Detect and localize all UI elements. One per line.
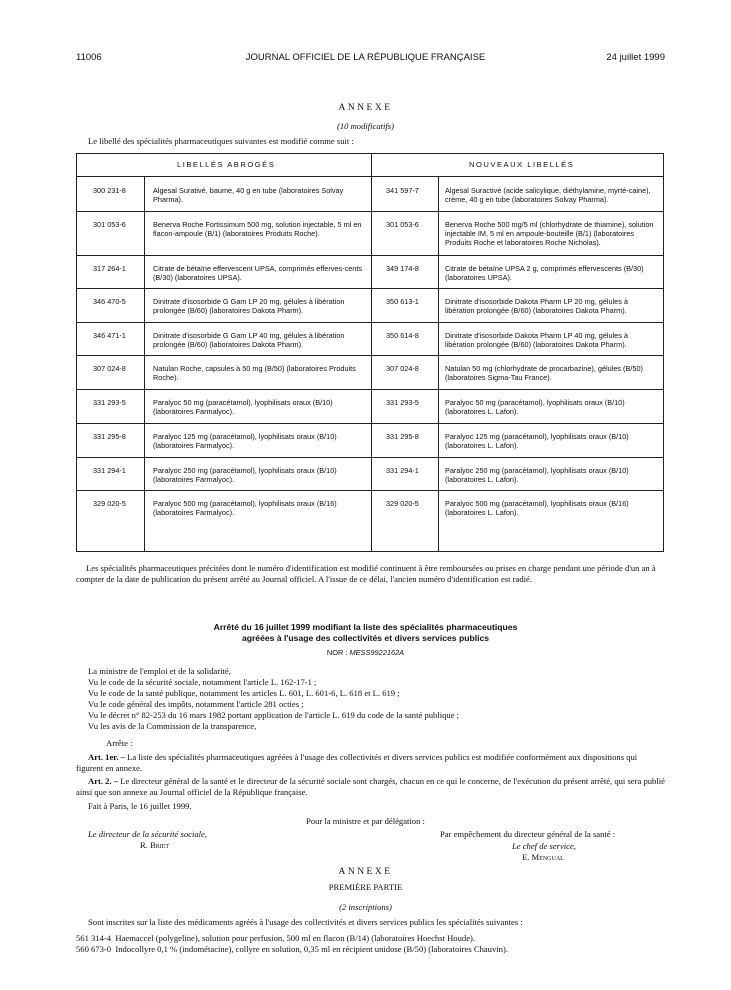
new-cip-code: 350 613-1 (386, 297, 419, 306)
annexe-subtitle: (10 modificatifs) (336, 121, 395, 131)
after-table-paragraph: Les spécialités pharmaceutiques précitées dont le numéro d'identification est modifié continuent à être remboursées ou prises en charge pendant une période d'un an à compter de la date de publication du présent arrêté au Journal officiel. A l'issue de ce délai, l'ancien numéro d'identification est radié. (76, 563, 656, 584)
column-header-old: LIBELLÉS ABROGÉS (177, 160, 276, 169)
old-label: Citrate de bétaïne effervescent UPSA, comprimés efferves-cents (B/30) (laboratoires UPSA). (153, 264, 363, 283)
arrete-word: Arrête : (106, 738, 133, 748)
old-cip-code: 317 264-1 (93, 264, 126, 273)
new-label: Algesal Suractivé (acide salicylique, diéthylamine, myrté-caine), crème, 40 g en tube (laboratoires Solvay Pharma). (445, 186, 651, 205)
arrete-title-line1: Arrêté du 16 juillet 1999 modifiant la liste des spécialités pharmaceutiques (213, 622, 518, 632)
new-cip-code: 350 614-8 (386, 331, 419, 340)
new-cip-code: 329 020-5 (386, 499, 419, 508)
table-row (77, 255, 663, 289)
old-cip-code: 301 053-6 (93, 220, 126, 229)
old-label: Dinitrate d'isosorbide G Gam LP 20 mg, gélules à libération prolongée (B/60) (laboratoires Dakota Pharm). (153, 297, 345, 316)
old-label: Paralyoc 500 mg (paracétamol), lyophilisats oraux (B/16) (laboratoires Farmalyoc). (153, 499, 337, 518)
new-label: Natulan 50 mg (chlorhydrate de procarbazine), gélules (B/50) (laboratoires Sigma-Tau France). (445, 364, 643, 383)
vu-line: Vu le décret n° 82-253 du 16 mars 1982 portant application de l'article L. 619 du code de la santé publique ; (88, 710, 460, 720)
article-1: Art. 1er. – La liste des spécialités pharmaceutiques agréées à l'usage des collectivités et divers services publics est modifiée conformément aux dispositions qui figurent en annexe. (76, 752, 638, 773)
article-2: Art. 2. – Le directeur général de la santé et le directeur de la sécurité sociale sont chargés, chacun en ce qui le concerne, de l'exécution du présent arrêté, qui sera publié ainsi que son annexe au Journal officiel de la République française. (76, 776, 665, 797)
new-cip-code: 331 293-5 (386, 398, 419, 407)
table-row (77, 490, 663, 524)
new-cip-code: 331 294-1 (386, 466, 419, 475)
annexe-intro: Le libellé des spécialités pharmaceutiques suivantes est modifié comme suit : (88, 136, 354, 146)
issue-date: 24 juillet 1999 (606, 52, 665, 63)
journal-title: JOURNAL OFFICIEL DE LA RÉPUBLIQUE FRANÇAISE (245, 52, 486, 63)
old-label: Algesal Surativé, baume, 40 g en tube (laboratoires Solvay Pharma). (153, 186, 344, 205)
new-label: Dinitrate d'isosorbide Dakota Pharm LP 40 mg, gélules à libération prolongée (B/60) (laboratoires Dakota Pharm). (445, 331, 628, 350)
column-header-new: NOUVEAUX LIBELLÉS (469, 160, 575, 169)
annexe2-intro: Sont inscrites sur la liste des médicaments agréés à l'usage des collectivités et divers services publics les spécialités suivantes : (88, 917, 523, 927)
new-cip-code: 349 174-8 (386, 264, 419, 273)
old-cip-code: 346 470-5 (93, 297, 126, 306)
annexe2-title: ANNEXE (338, 867, 393, 877)
table-row (77, 457, 663, 491)
new-label: Paralyoc 250 mg (paracétamol), lyophilisats oraux (B/10) (laboratoires L. Lafon). (445, 466, 629, 485)
arrete-title-line2: agréées à l'usage des collectivités et divers services publics (241, 633, 490, 643)
delegation-line: Pour la ministre et par délégation : (306, 816, 425, 826)
table-row (77, 389, 663, 424)
left-signatory-role: Le directeur de la sécurité sociale, (88, 829, 208, 839)
old-label: Paralyoc 50 mg (paracétamol), lyophilisats oraux (B/10) (laboratoires Farmalyoc). (153, 398, 333, 417)
table-row (77, 177, 663, 212)
old-label: Benerva Roche Fortissimum 500 mg, solution injectable, 5 ml en flacon-ampoule (B/1) (laboratoires Produits Roche). (153, 220, 362, 239)
vu-line: Vu le code de la sécurité sociale, notamment l'article L. 162-17-1 ; (88, 677, 317, 687)
old-label: Paralyoc 250 mg (paracétamol), lyophilisats oraux (B/10) (laboratoires Farmalyoc). (153, 466, 337, 485)
new-label: Citrate de bétaïne UPSA 2 g, comprimés effervescents (B/30) (laboratoires UPSA). (445, 264, 644, 283)
page-number: 11006 (76, 52, 102, 63)
inscription-item: 561 314-4 Haemaccel (polygeline), solution pour perfusion, 500 ml en flacon (B/14) (laboratoires Hoechst Houde). (76, 933, 476, 943)
old-cip-code: 346 471-1 (93, 331, 126, 340)
old-label: Dinitrate d'isosorbide G Gam LP 40 mg, gélules à libération prolongée (B/60) (laboratoires Dakota Pharm). (153, 331, 345, 350)
new-label: Paralyoc 50 mg (paracétamol), lyophilisats oraux (B/10) (laboratoires L. Lafon). (445, 398, 625, 417)
new-cip-code: 301 053-6 (386, 220, 419, 229)
new-label: Benerva Roche 500 mg/5 ml (chlorhydrate de thiamine), solution injectable IM, 5 ml en ampoule-bouteille (B/1) (laboratoires Produits Roche et laboratoires Roche Nicholas). (445, 220, 654, 248)
old-cip-code: 307 024-8 (93, 364, 126, 373)
right-signatory-role: Par empêchement du directeur général de la santé : (440, 829, 616, 839)
old-cip-code: 331 295-8 (93, 432, 126, 441)
annexe2-subtitle: (2 inscriptions) (339, 902, 392, 912)
new-label: Dinitrate d'isosorbide Dakota Pharm LP 20 mg, gélules à libération prolongée (B/60) (laboratoires Dakota Pharm). (445, 297, 628, 316)
new-cip-code: 307 024-8 (386, 364, 419, 373)
new-label: Paralyoc 125 mg (paracétamol), lyophilisats oraux (B/10) (laboratoires L. Lafon). (445, 432, 629, 451)
new-cip-code: 341 597-7 (386, 186, 419, 195)
old-cip-code: 331 293-5 (93, 398, 126, 407)
old-cip-code: 329 020-5 (93, 499, 126, 508)
old-label: Natulan Roche, capsules à 50 mg (B/50) (laboratoires Produits Roche). (153, 364, 356, 383)
table-row (77, 355, 663, 390)
table-row (77, 423, 663, 458)
old-cip-code: 331 294-1 (93, 466, 126, 475)
new-cip-code: 331 295-8 (386, 432, 419, 441)
vu-line: Vu le code de la santé publique, notamment les articles L. 601, L. 601-6, L. 618 et L. 619 ; (88, 688, 400, 698)
table-row (77, 288, 663, 323)
old-label: Paralyoc 125 mg (paracétamol), lyophilisats oraux (B/10) (laboratoires Farmalyoc). (153, 432, 337, 451)
vu-line: Vu le code général des impôts, notamment l'article 281 octies ; (88, 699, 304, 709)
new-label: Paralyoc 500 mg (paracétamol), lyophilisats oraux (B/16) (laboratoires L. Lafon). (445, 499, 629, 518)
table-row (77, 322, 663, 356)
nor-reference: NOR : MESS9922162A (326, 648, 405, 657)
right-signatory-role-2: Le chef de service, (512, 841, 576, 851)
modification-table (76, 153, 664, 552)
vu-line: Vu les avis de la Commission de la transparence, (88, 721, 257, 731)
signature-date: Fait à Paris, le 16 juillet 1999. (88, 801, 192, 811)
inscription-item: 560 673-0 Indocollyre 0,1 % (indométacine), collyre en solution, 0,35 ml en récipient unidose (B/50) (laboratoires Chauvin). (76, 944, 508, 954)
left-signatory-name: R. Briet (140, 840, 170, 850)
old-cip-code: 300 231-8 (93, 186, 126, 195)
right-signatory-name: E. Mengual (522, 852, 564, 862)
annexe-title: ANNEXE (338, 103, 393, 113)
table-row (77, 211, 663, 256)
annexe2-part: PREMIÈRE PARTIE (328, 882, 403, 892)
minister-line: La ministre de l'emploi et de la solidarité, (88, 666, 231, 676)
